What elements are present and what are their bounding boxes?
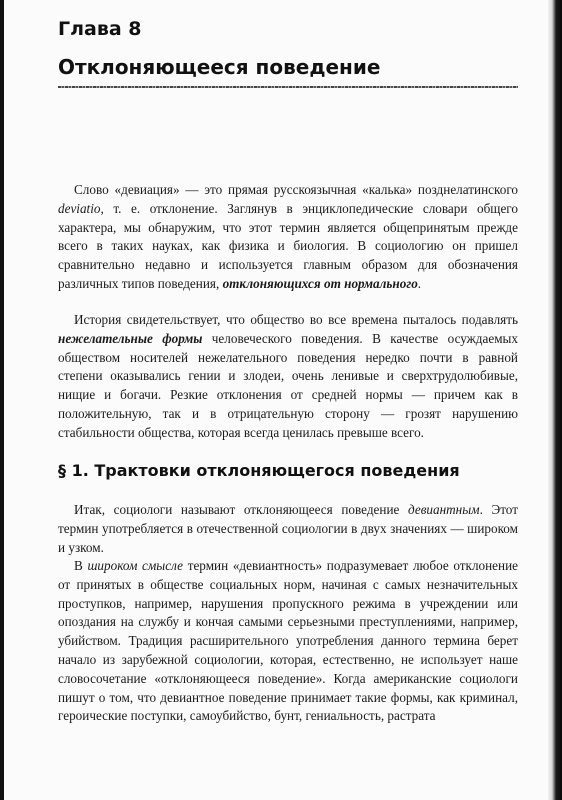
- paragraph-2: [58, 311, 518, 443]
- chapter-title: Отклоняющееся поведение: [58, 55, 381, 79]
- chapter-label: Глава 8: [58, 18, 142, 40]
- paragraph-1-emphasis: отклоняющихся от нормального: [222, 275, 418, 291]
- paragraph-1-text-e: .: [417, 275, 422, 291]
- paragraph-4: [58, 557, 518, 726]
- paragraph-4-term-broad-sense: широком смысле: [87, 558, 184, 573]
- title-underline-rule: [58, 86, 518, 88]
- paragraph-3: [58, 501, 518, 557]
- paragraph-2-text-a: История свидетельствует, что общество во все времена пыталось подавлять: [74, 312, 518, 327]
- paragraph-3-text-a: Итак, социологи называют отклоняющееся поведение: [74, 502, 409, 517]
- page-right-edge: [548, 0, 562, 800]
- paragraph-2-emphasis: нежелательные формы: [58, 330, 203, 346]
- paragraph-1: [58, 181, 518, 294]
- paragraph-1-text-c: , т. е. отклонение. Заглянув в энциклопедические словари общего характера, мы обнаружим, что этот термин является общепринятым прежде всего в таких науках, как физика и биология. В социологию он пришел сравнительно недавно и используется главным образом для обозначения различных типов поведения,: [58, 200, 518, 291]
- page-left-edge: [0, 0, 4, 800]
- paragraph-1-text-a: Слово «девиация» — это прямая русскоязычная «калька» позднелатинского: [74, 182, 518, 197]
- paragraph-4-text-a: В: [74, 558, 88, 573]
- paragraph-3-text-c: . Этот термин употребляется в отечественной социологии в двух значениях — широком и узком.: [58, 502, 518, 555]
- paragraph-2-text-c: человеческого поведения. В качестве осуждаемых обществом носителей нежелательного поведения нередко почти в равной степени оказывались гении и злодеи, очень ленивые и сверхтрудолюбивые, нищие и богачи. Резкие отклонения от средней нормы — причем как в положительную, так и в отрицательную сторону — грозят нарушению стабильности общества, которая всегда ценилась превыше всего.: [58, 330, 518, 440]
- paragraph-3-term-deviant: девиантным: [408, 502, 480, 517]
- paragraph-4-text-c: термин «девиантность» подразумевает любое отклонение от принятых в обществе социальных норм, начиная с самых незначительных проступков, например, нарушения пропускного режима в учреждении или опоздания на службу и кончая самыми серьезными преступлениями, например, убийством. Традиция расширительного употребления данного термина берет начало из зарубежной социологии, которая, естественно, не использует наше словосочетание «отклоняющееся поведение». Когда американские социологи пишут о том, что девиантное поведение принимает такие формы, как криминал, героические поступки, самоубийство, бунт, гениальность, растрата: [58, 558, 519, 724]
- section-heading: § 1. Трактовки отклоняющегося поведения: [58, 461, 460, 480]
- paragraph-1-term-deviatio: deviatio: [58, 200, 101, 216]
